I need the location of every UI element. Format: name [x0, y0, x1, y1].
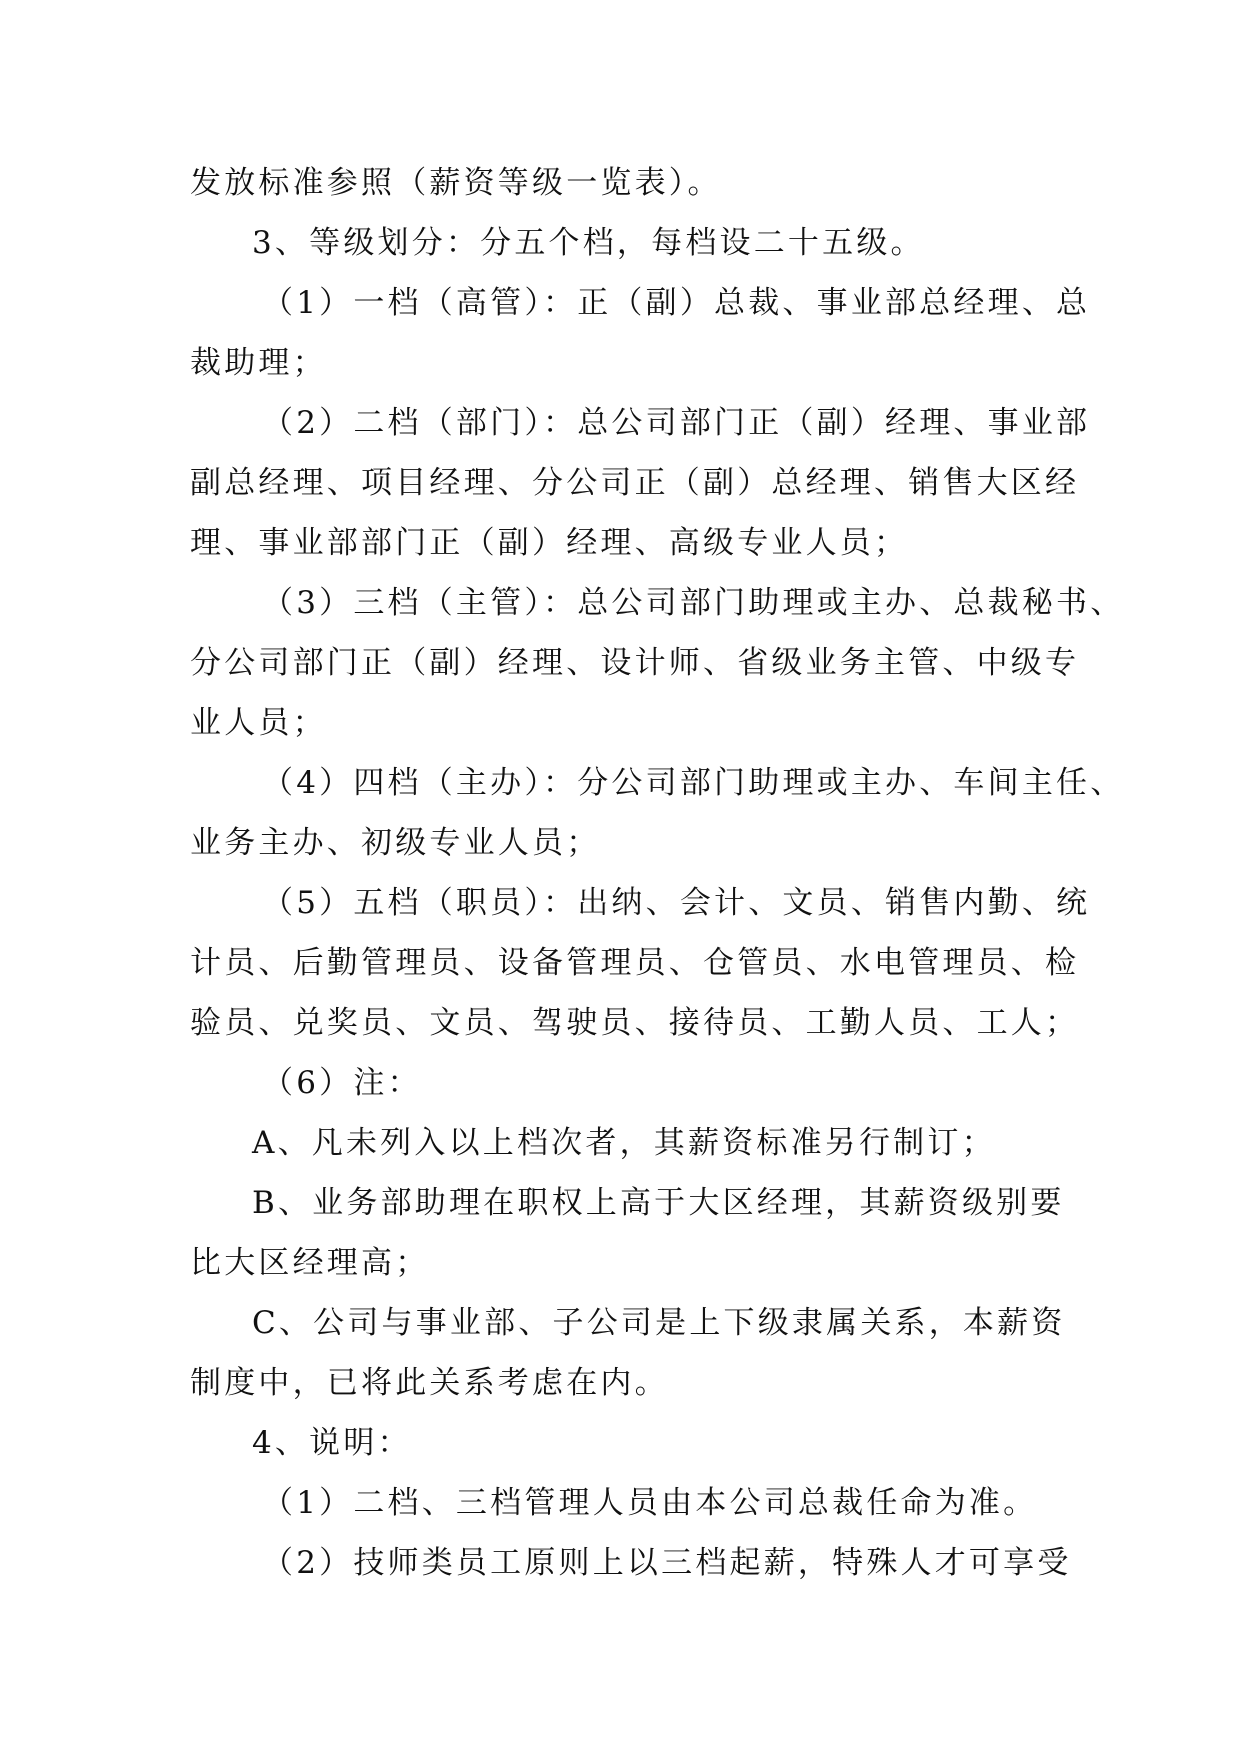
list-item: （5）五档（职员）：出纳、会计、文员、销售内勤、统: [262, 885, 1091, 921]
text-line: 理、事业部部门正（副）经理、高级专业人员；: [190, 525, 909, 561]
section-heading: 4、说明：: [252, 1425, 412, 1461]
list-item: （6）注：: [262, 1065, 422, 1101]
list-item: （3）三档（主管）：总公司部门助理或主办、总裁秘书、: [262, 585, 1125, 621]
note-item: A、凡未列入以上档次者，其薪资标准另行制订；: [252, 1125, 996, 1161]
list-item: （4）四档（主办）：分公司部门助理或主办、车间主任、: [262, 765, 1125, 801]
text-line: 业务主办、初级专业人员；: [190, 825, 601, 861]
text-line: 计员、后勤管理员、设备管理员、仓管员、水电管理员、检: [190, 945, 1080, 981]
note-item: B、业务部助理在职权上高于大区经理，其薪资级别要: [252, 1185, 1065, 1221]
list-item: （2）技师类员工原则上以三档起薪，特殊人才可享受: [262, 1545, 1072, 1581]
text-line: 比大区经理高；: [190, 1245, 430, 1281]
text-line: 裁助理；: [190, 345, 327, 381]
text-line: 验员、兑奖员、文员、驾驶员、接待员、工勤人员、工人；: [190, 1005, 1080, 1041]
text-line: 制度中，已将此关系考虑在内。: [190, 1365, 669, 1401]
text-line: 业人员；: [190, 705, 327, 741]
list-item: （2）二档（部门）：总公司部门正（副）经理、事业部: [262, 405, 1091, 441]
text-line: 发放标准参照（薪资等级一览表）。: [190, 165, 722, 201]
list-item: （1）一档（高管）：正（副）总裁、事业部总经理、总: [262, 285, 1091, 321]
list-item: （1）二档、三档管理人员由本公司总裁任命为准。: [262, 1485, 1038, 1521]
section-heading: 3、等级划分：分五个档，每档设二十五级。: [252, 225, 925, 261]
note-item: C、公司与事业部、子公司是上下级隶属关系，本薪资: [252, 1305, 1066, 1341]
text-line: 副总经理、项目经理、分公司正（副）总经理、销售大区经: [190, 465, 1080, 501]
text-line: 分公司部门正（副）经理、设计师、省级业务主管、中级专: [190, 645, 1080, 681]
